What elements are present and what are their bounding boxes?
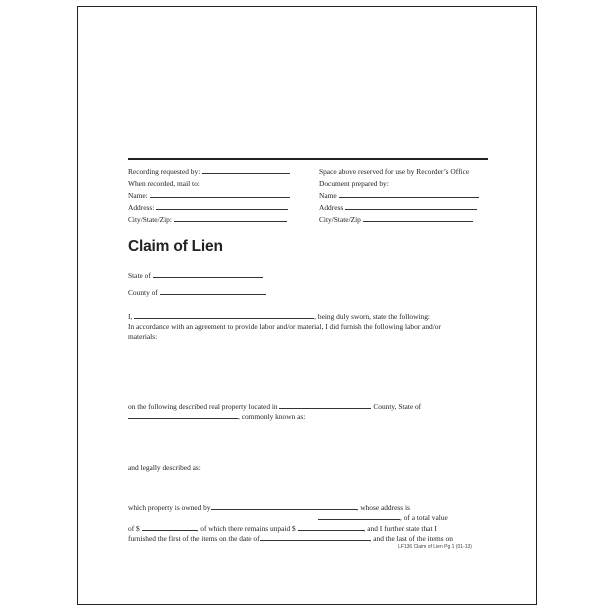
owner-address-line: , of a total value — [318, 513, 448, 522]
header-rule — [128, 158, 488, 160]
property-location-line: on the following described real property located in County, State of — [128, 402, 422, 411]
recording-requested-by-field: Recording requested by: — [128, 167, 290, 176]
agreement-statement: In accordance with an agreement to provide labor and/or material, I did furnish the following labor and/or — [128, 322, 441, 331]
mail-to-city-state-zip-field: City/State/Zip: — [128, 215, 287, 224]
prepared-by-address-field: Address — [319, 203, 477, 212]
legal-description-label: and legally described as: — [128, 463, 201, 472]
mail-to-name-field: Name: — [128, 191, 290, 200]
value-unpaid-line: of $ , of which there remains unpaid $ , and I further state that I — [128, 524, 437, 533]
state-of-field: State of — [128, 271, 263, 280]
prepared-by-name-field: Name — [319, 191, 479, 200]
recorder-office-space-label: Space above reserved for use by Recorder’s Office — [319, 167, 470, 176]
prepared-by-city-state-zip-field: City/State/Zip — [319, 215, 473, 224]
affiant-name-line: I, , being duly sworn, state the following: — [128, 312, 430, 321]
mail-to-address-field: Address: — [128, 203, 288, 212]
furnished-dates-line: furnished the first of the items on the date of , and the last of the items on — [128, 534, 453, 543]
document-page — [77, 6, 537, 605]
form-footer: LF136 Claim of Lien Pg 1 (01-13) — [398, 544, 472, 550]
document-prepared-by-label: Document prepared by: — [319, 179, 389, 188]
when-recorded-mail-to-label: When recorded, mail to: — [128, 179, 200, 188]
document-title: Claim of Lien — [128, 238, 223, 255]
materials-label: materials: — [128, 332, 158, 341]
property-owner-line: which property is owned by , whose address is — [128, 503, 410, 512]
commonly-known-as-line: , commonly known as: — [128, 412, 305, 421]
county-of-field: County of — [128, 288, 266, 297]
